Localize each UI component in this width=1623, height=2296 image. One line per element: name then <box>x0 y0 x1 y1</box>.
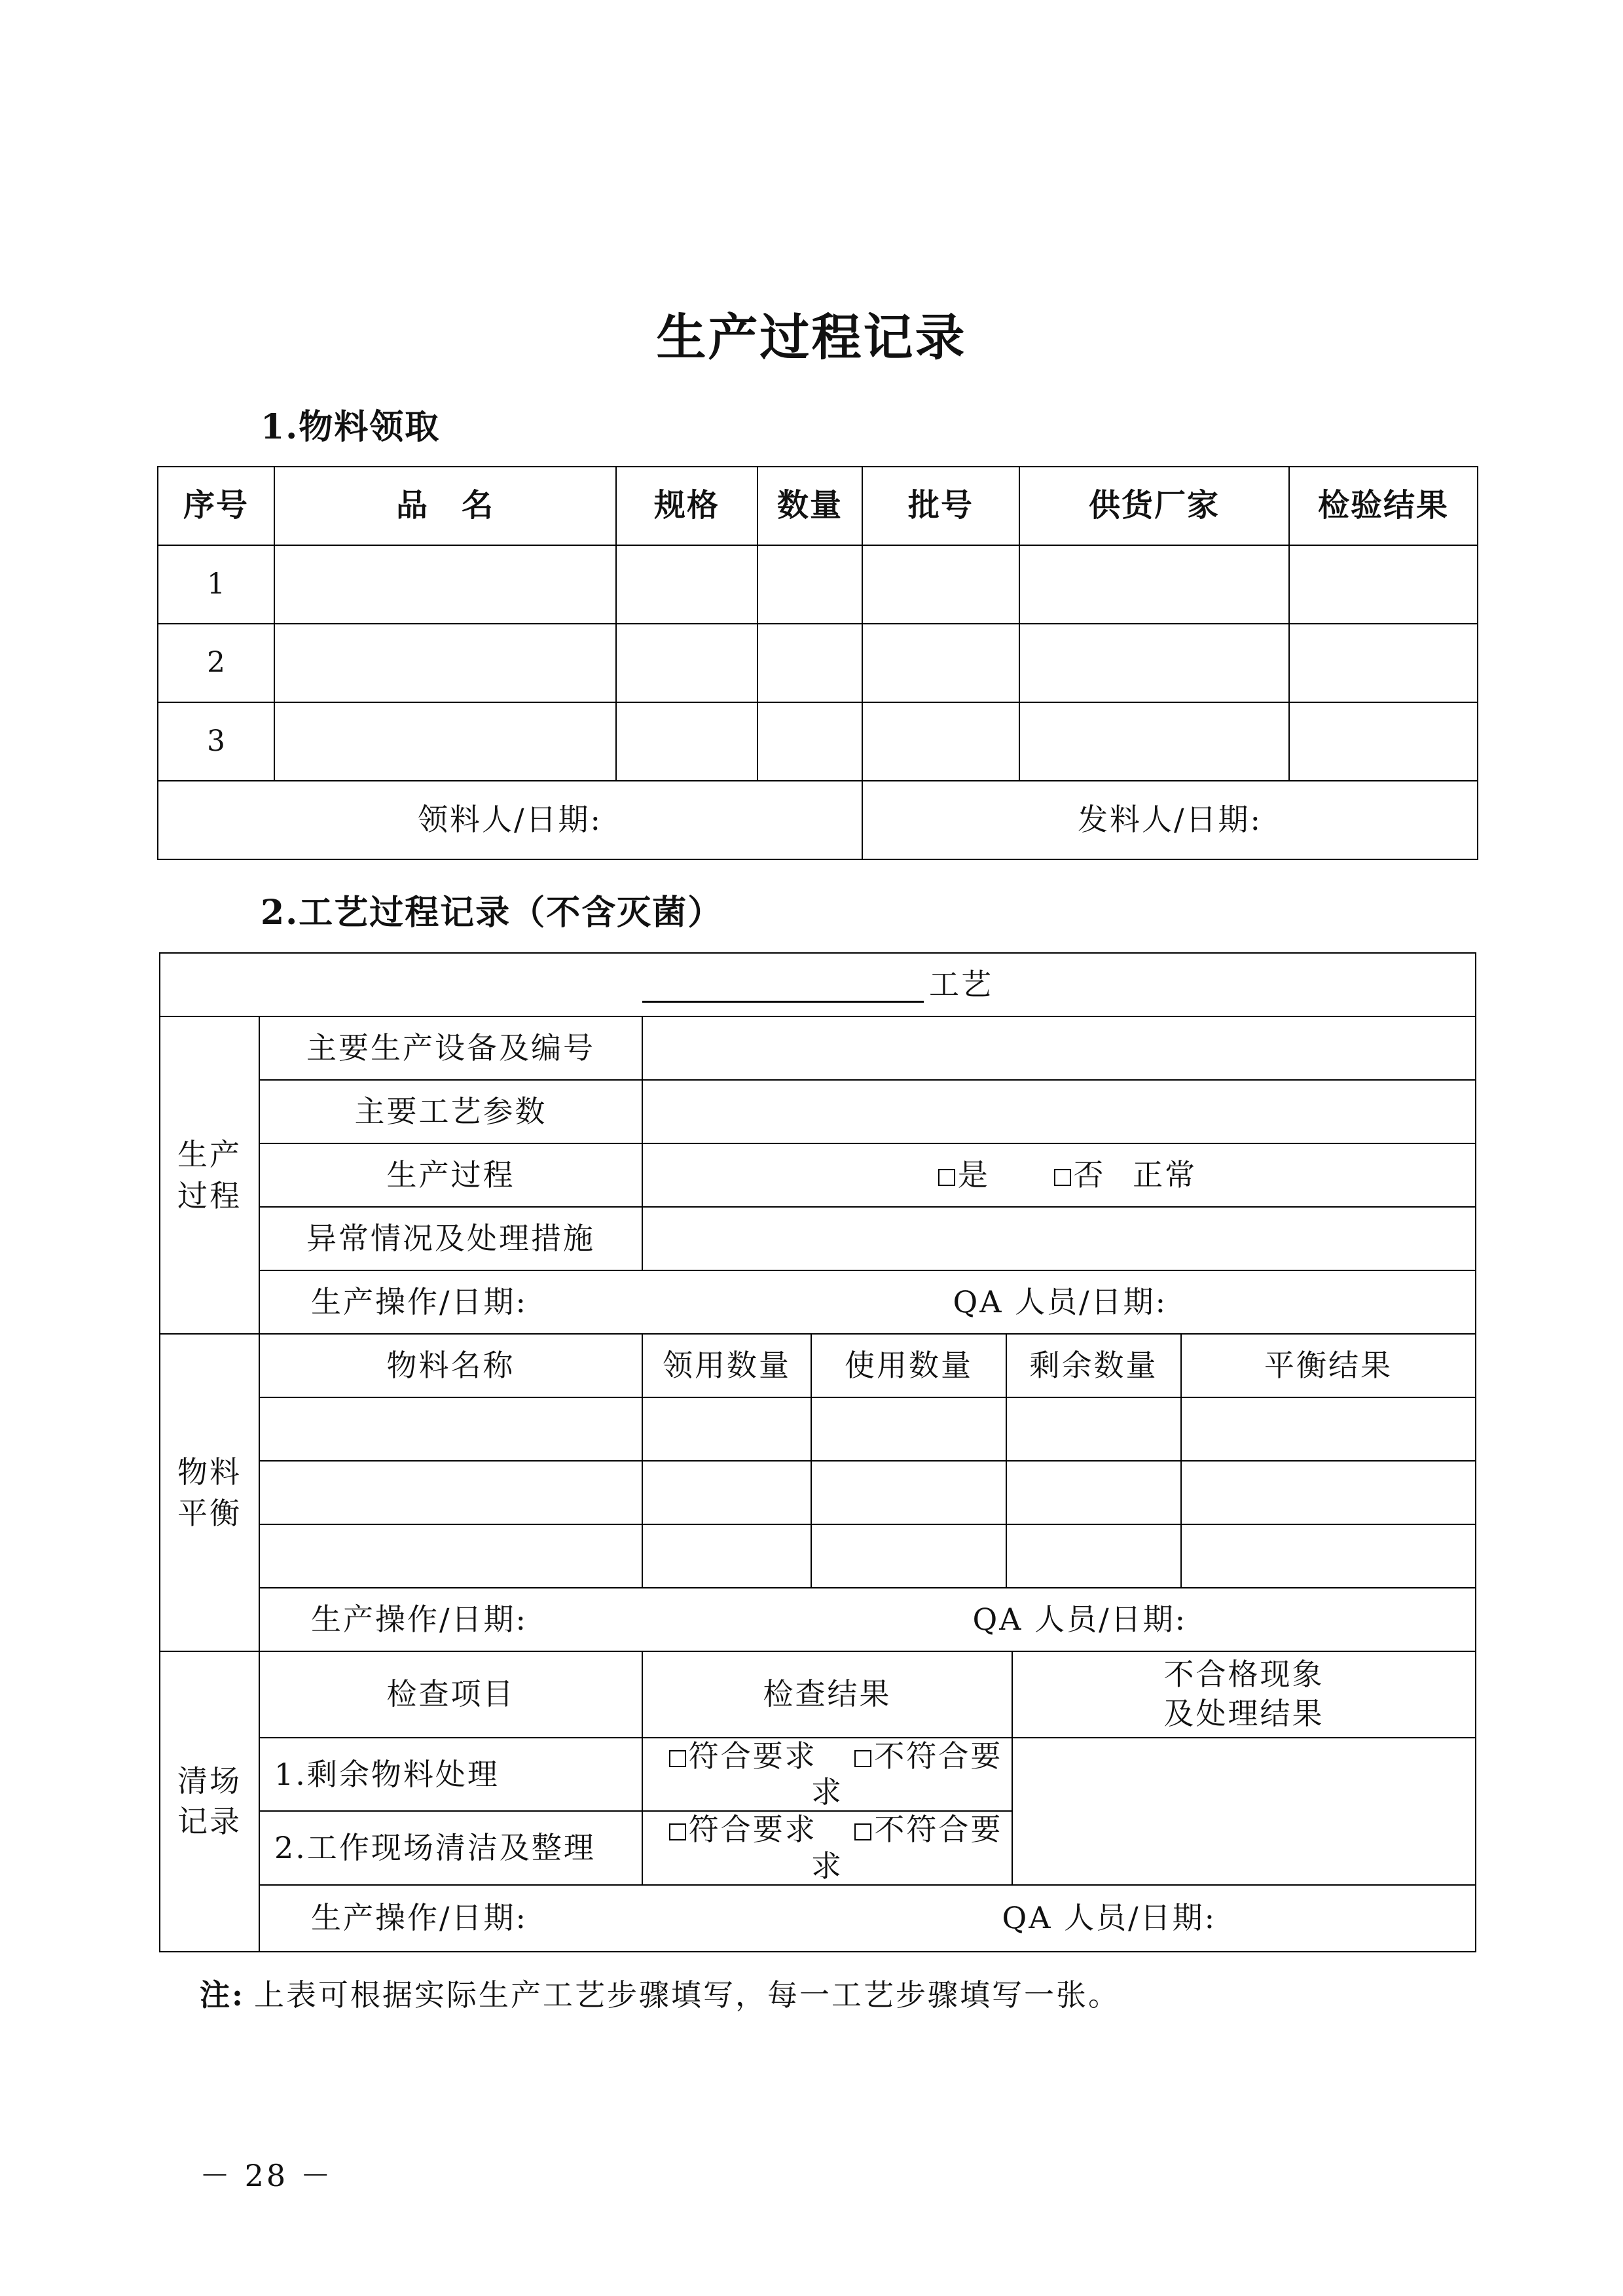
table-row <box>158 545 1478 624</box>
balance-qa-signature[interactable]: QA 人员/日期: <box>972 1601 1188 1637</box>
cell-input[interactable] <box>259 1524 642 1588</box>
process-suffix: 工艺 <box>929 966 994 1002</box>
table-row <box>160 1461 1476 1524</box>
page-title: 生产过程记录 <box>656 308 967 367</box>
process-name-blank[interactable] <box>642 971 924 1003</box>
header-inspection: 检验结果 <box>1289 467 1478 545</box>
checkbox-fail[interactable] <box>854 1750 871 1767</box>
abnormal-label: 异常情况及处理措施 <box>259 1207 642 1270</box>
balance-header-remaining: 剩余数量 <box>1006 1334 1181 1397</box>
cell-input[interactable] <box>1289 624 1478 702</box>
clearance-qa-signature[interactable]: QA 人员/日期: <box>1002 1900 1217 1936</box>
params-label: 主要工艺参数 <box>259 1080 642 1143</box>
process-record-table <box>159 952 1476 1952</box>
header-spec: 规格 <box>616 467 757 545</box>
issuer-signature[interactable]: 发料人/日期: <box>862 781 1478 859</box>
header-quantity: 数量 <box>757 467 862 545</box>
process-label: 生产过程 <box>259 1143 642 1207</box>
clearance-operator-signature[interactable]: 生产操作/日期: <box>311 1900 528 1936</box>
cell-input[interactable] <box>757 545 862 624</box>
clearance-header-nonconform: 不合格现象及处理结果 <box>1012 1651 1476 1738</box>
clearance-header-result: 检查结果 <box>642 1651 1012 1738</box>
table-row <box>160 1397 1476 1461</box>
yes-label: 是 <box>957 1157 990 1193</box>
params-input[interactable] <box>642 1080 1476 1143</box>
cell-input[interactable] <box>274 545 616 624</box>
cell-input[interactable] <box>757 702 862 781</box>
cell-input[interactable] <box>274 702 616 781</box>
clearance-signature-row <box>259 1885 1476 1952</box>
cell-input[interactable] <box>862 702 1019 781</box>
cell-input[interactable] <box>616 545 757 624</box>
nonconform-input[interactable] <box>1012 1738 1476 1885</box>
receiver-signature[interactable]: 领料人/日期: <box>158 781 862 859</box>
header-batch: 批号 <box>862 467 1019 545</box>
row-index: 1 <box>158 545 274 624</box>
normal-label: 正常 <box>1133 1157 1197 1193</box>
fail-label: 不符合要求 <box>811 1812 1003 1884</box>
clearance-result-1 <box>642 1738 1012 1811</box>
balance-header-used: 使用数量 <box>811 1334 1006 1397</box>
row-index: 2 <box>158 624 274 702</box>
section1-heading: 1.物料领取 <box>261 407 441 447</box>
header-product-name: 品 名 <box>274 467 616 545</box>
cell-input[interactable] <box>1019 624 1289 702</box>
balance-header-material: 物料名称 <box>259 1334 642 1397</box>
cell-input[interactable] <box>642 1461 811 1524</box>
balance-signature-row <box>259 1588 1476 1651</box>
equipment-label: 主要生产设备及编号 <box>259 1016 642 1080</box>
cell-input[interactable] <box>642 1397 811 1461</box>
clearance-item-1: 1.剩余物料处理 <box>259 1738 642 1811</box>
cell-input[interactable] <box>862 624 1019 702</box>
clearance-result-2 <box>642 1811 1012 1884</box>
cell-input[interactable] <box>1006 1524 1181 1588</box>
clearance-item-2: 2.工作现场清洁及整理 <box>259 1811 642 1884</box>
pass-label: 符合要求 <box>688 1738 817 1774</box>
clearance-group-label: 清场记录 <box>160 1651 259 1952</box>
table-row <box>158 624 1478 702</box>
cell-input[interactable] <box>862 545 1019 624</box>
cell-input[interactable] <box>1019 545 1289 624</box>
section2-heading: 2.工艺过程记录（不含灭菌） <box>261 893 723 933</box>
fail-label: 不符合要求 <box>811 1738 1003 1810</box>
checkbox-yes[interactable] <box>938 1169 955 1186</box>
cell-input[interactable] <box>757 624 862 702</box>
cell-input[interactable] <box>1181 1524 1476 1588</box>
table-row <box>158 702 1478 781</box>
cell-input[interactable] <box>616 702 757 781</box>
cell-input[interactable] <box>811 1397 1006 1461</box>
abnormal-input[interactable] <box>642 1207 1476 1270</box>
production-group-label: 生产过程 <box>160 1016 259 1334</box>
note-text: 上表可根据实际生产工艺步骤填写，每一工艺步骤填写一张。 <box>253 1977 1120 2013</box>
material-receipt-table <box>157 466 1478 860</box>
cell-input[interactable] <box>259 1461 642 1524</box>
cell-input[interactable] <box>1289 545 1478 624</box>
footnote <box>200 1971 1120 2015</box>
row-index: 3 <box>158 702 274 781</box>
production-qa-signature[interactable]: QA 人员/日期: <box>953 1283 1168 1319</box>
checkbox-pass[interactable] <box>669 1823 686 1840</box>
process-name-row <box>160 953 1476 1016</box>
balance-group-label: 物料平衡 <box>160 1334 259 1651</box>
checkbox-pass[interactable] <box>669 1750 686 1767</box>
cell-input[interactable] <box>1006 1397 1181 1461</box>
cell-input[interactable] <box>642 1524 811 1588</box>
process-normal-options <box>642 1143 1476 1207</box>
cell-input[interactable] <box>259 1397 642 1461</box>
cell-input[interactable] <box>1181 1461 1476 1524</box>
production-signature-row <box>259 1270 1476 1334</box>
cell-input[interactable] <box>1006 1461 1181 1524</box>
table-header-row <box>158 467 1478 545</box>
header-index: 序号 <box>158 467 274 545</box>
pass-label: 符合要求 <box>688 1812 817 1848</box>
balance-header-result: 平衡结果 <box>1181 1334 1476 1397</box>
checkbox-no[interactable] <box>1054 1169 1071 1186</box>
production-operator-signature[interactable]: 生产操作/日期: <box>311 1283 528 1319</box>
cell-input[interactable] <box>811 1524 1006 1588</box>
cell-input[interactable] <box>616 624 757 702</box>
header-supplier: 供货厂家 <box>1019 467 1289 545</box>
cell-input[interactable] <box>1289 702 1478 781</box>
checkbox-fail[interactable] <box>854 1823 871 1840</box>
page-number: － 28 － <box>200 2158 333 2193</box>
table-row <box>160 1524 1476 1588</box>
balance-operator-signature[interactable]: 生产操作/日期: <box>311 1601 528 1637</box>
signature-row <box>158 781 1478 859</box>
cell-input[interactable] <box>811 1461 1006 1524</box>
balance-header-received: 领用数量 <box>642 1334 811 1397</box>
clearance-header-item: 检查项目 <box>259 1651 642 1738</box>
cell-input[interactable] <box>274 624 616 702</box>
cell-input[interactable] <box>1181 1397 1476 1461</box>
note-label: 注: <box>200 1977 245 2013</box>
cell-input[interactable] <box>1019 702 1289 781</box>
equipment-input[interactable] <box>642 1016 1476 1080</box>
no-label: 否 <box>1073 1157 1106 1193</box>
